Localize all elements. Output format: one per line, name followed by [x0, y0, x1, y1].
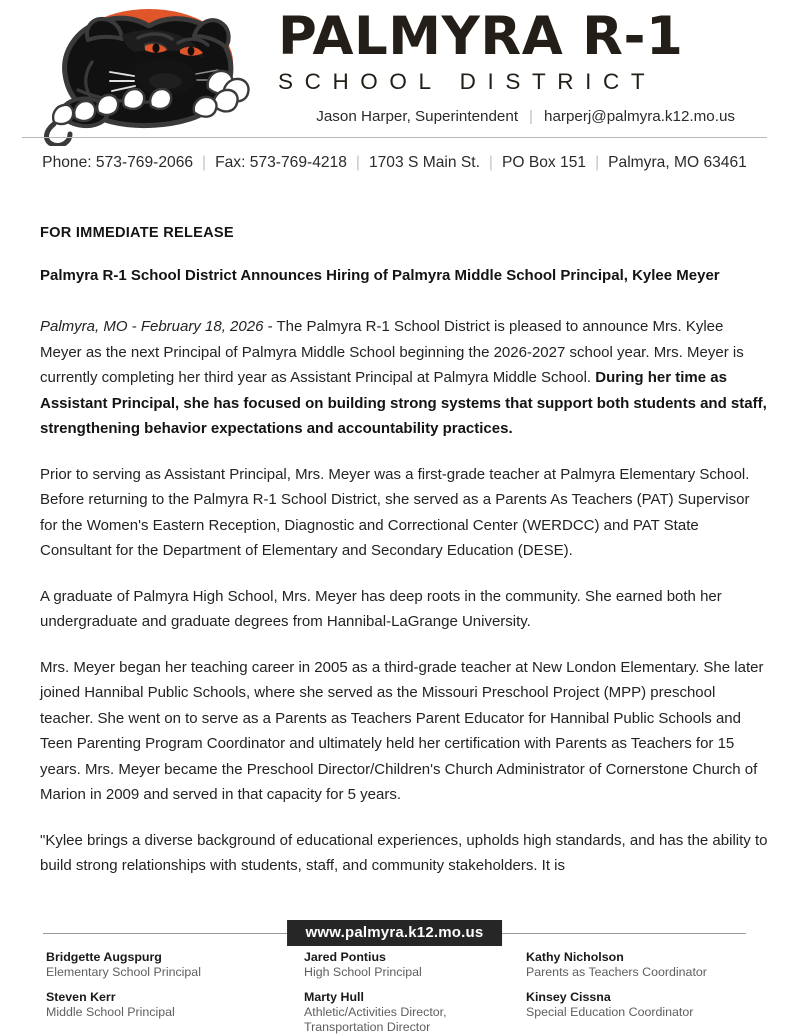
staff-name: Steven Kerr — [46, 989, 116, 1004]
staff-entry — [526, 950, 766, 981]
staff-name: Bridgette Augspurg — [46, 950, 162, 964]
paragraph-3: A graduate of Palmyra High School, Mrs. Meyer has deep roots in the community. She earned both her undergraduate and graduate degrees from Hannibal-LaGrange University. — [40, 587, 722, 630]
release-tag: FOR IMMEDIATE RELEASE — [40, 225, 234, 241]
district-subtitle: SCHOOL DISTRICT — [278, 69, 657, 94]
contact-city-state-zip: Palmyra, MO 63461 — [608, 154, 747, 171]
staff-role: High School Principal — [304, 965, 422, 979]
contact-phone: Phone: 573-769-2066 — [42, 154, 194, 171]
website-badge[interactable]: www.palmyra.k12.mo.us — [287, 920, 503, 946]
brand-block — [278, 8, 749, 127]
staff-role: Athletic/Activities Director, Transportation Director — [304, 1004, 447, 1034]
staff-column-1 — [46, 950, 304, 1036]
paragraph-1-lead: - The Palmyra R-1 School District is pleased to announce Mrs. Kylee Meyer as the next Principal of Palmyra Middle School beginning the 2026-2027 school year. Mrs. Meyer is currently completing her third year as Assistant Principal at Palmyra Middle School. — [40, 318, 744, 386]
separator-icon: | — [202, 154, 207, 171]
staff-name: Kathy Nicholson — [526, 950, 624, 964]
superintendent-line — [278, 107, 749, 127]
header-divider — [22, 137, 767, 138]
superintendent-name: Jason Harper, Superintendent — [316, 108, 519, 125]
staff-entry — [46, 990, 304, 1021]
staff-name: Marty Hull — [304, 989, 364, 1004]
staff-entry — [304, 950, 526, 981]
staff-name: Kinsey Cissna — [526, 989, 611, 1004]
separator-icon: | — [595, 154, 600, 171]
staff-role: Elementary School Principal — [46, 965, 201, 979]
paragraph-5: "Kylee brings a diverse background of educational experiences, upholds high standards, and has the ability to build strong relationships with students, staff, and community stakeholders. It is — [40, 831, 768, 874]
staff-entry — [46, 950, 304, 981]
paragraph-1-emphasis: During her time as Assistant Principal, she has focused on building strong systems that support both students and staff, strengthening behavior expectations and accountability practices. — [40, 369, 767, 437]
staff-column-3 — [526, 950, 766, 1036]
paragraph-1 — [40, 314, 768, 442]
staff-role: Middle School Principal — [46, 1004, 175, 1019]
contact-fax: Fax: 573-769-4218 — [215, 154, 347, 171]
staff-column-2 — [304, 950, 526, 1036]
separator-icon: | — [529, 108, 533, 125]
contact-pobox: PO Box 151 — [501, 154, 587, 171]
paragraph-4: Mrs. Meyer began her teaching career in 2005 as a third-grade teacher at New London Elementary. She later joined Hannibal Public Schools, where she served as the Missouri Preschool Project (MPP) preschool teacher. She went on to serve as a Parents as Teachers Parent Educator for Hannibal Public Schools and Teen Parenting Program Coordinator and ultimately held her certification with Parents as Teachers for 15 years. Mrs. Meyer became the Preschool Director/Children's Church Administrator of Cornerstone Church of Marion in 2009 and served in that capacity for 5 years. — [40, 658, 764, 803]
letterhead — [0, 0, 789, 146]
staff-name: Jared Pontius — [304, 950, 386, 964]
paragraph-2: Prior to serving as Assistant Principal, Mrs. Meyer was a first-grade teacher at Palmyra Elementary School. Before returning to the Palmyra R-1 School District, she served as a Parents As Teachers (PAT) Supervisor for the Women's Eastern Reception, Diagnostic and Correctional Center (WERDCC) and PAT State Consultant for the Department of Elementary and Secondary Education (DESE). — [40, 465, 750, 559]
staff-role: Special Education Coordinator — [526, 1004, 694, 1019]
page-title: Palmyra R-1 School District Announces Hiring of Palmyra Middle School Principal, Kylee Meyer — [40, 267, 720, 284]
staff-entry — [304, 990, 526, 1036]
staff-directory — [46, 950, 749, 1036]
superintendent-email[interactable]: harperj@palmyra.k12.mo.us — [544, 108, 735, 125]
staff-role: Parents as Teachers Coordinator — [526, 965, 707, 979]
contact-bar — [0, 152, 789, 174]
district-name: PALMYRA R-1 — [278, 6, 684, 67]
separator-icon: | — [355, 154, 360, 171]
footer — [0, 920, 789, 1034]
contact-street: 1703 S Main St. — [368, 154, 480, 171]
staff-entry — [526, 990, 766, 1021]
dateline: Palmyra, MO - February 18, 2026 — [40, 318, 264, 335]
separator-icon: | — [488, 154, 493, 171]
panther-mascot-logo-icon — [18, 2, 280, 146]
release-body — [40, 225, 768, 879]
